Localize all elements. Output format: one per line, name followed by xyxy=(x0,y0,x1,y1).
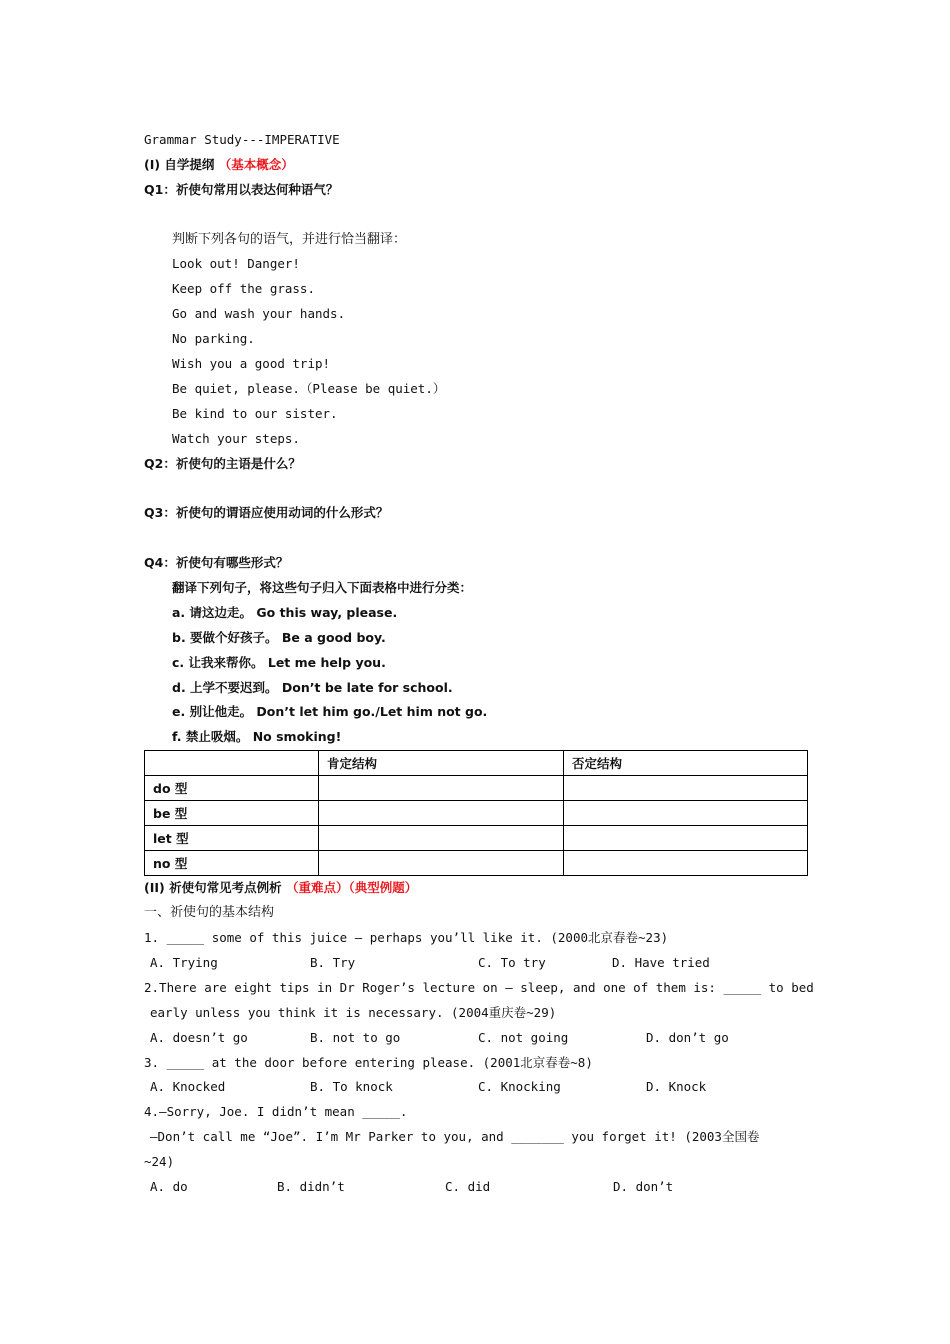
q4-item: e. 别让他走。 Don’t let him go./Let him not go. xyxy=(172,704,488,720)
exercise-question: 4.—Sorry, Joe. I didn’t mean _____. xyxy=(144,1104,408,1120)
exercise-options xyxy=(144,1075,808,1100)
option: B. didn’t xyxy=(277,1178,345,1194)
spacer xyxy=(144,203,808,228)
section-2-tag: （重难点）（典型例题） xyxy=(285,880,418,896)
document-page xyxy=(144,128,814,1200)
q1-item: Be quiet, please.（Please be quiet.） xyxy=(172,380,446,396)
option: A. Trying xyxy=(150,954,218,970)
spacer xyxy=(144,526,808,551)
table-header-cell: 肯定结构 xyxy=(319,751,564,776)
spacer xyxy=(144,476,808,501)
option: C. Knocking xyxy=(478,1079,561,1095)
table-row-label: no 型 xyxy=(145,851,319,876)
option: D. Knock xyxy=(646,1079,707,1095)
exercise-question-continued: —Don’t call me “Joe”. I’m Mr Parker to you, and _______ you forget it! (2003全国卷 xyxy=(150,1129,760,1145)
classification-table xyxy=(144,750,808,876)
section-1-label: (I) 自学提纲 xyxy=(144,156,219,172)
exercise-question-continued: early unless you think it is necessary. (2004重庆卷~29) xyxy=(150,1004,557,1020)
q1-item: Go and wash your hands. xyxy=(172,306,346,322)
section-1-tag: （基本概念） xyxy=(218,156,294,172)
exercise-options xyxy=(144,951,808,976)
q1-item: No parking. xyxy=(172,331,255,347)
option: B. Try xyxy=(310,954,356,970)
section-2-heading xyxy=(144,876,808,901)
option: A. doesn’t go xyxy=(150,1029,248,1045)
option: B. To knock xyxy=(310,1079,393,1095)
question-3-heading: Q3：祈使句的谓语应使用动词的什么形式？ xyxy=(144,505,389,521)
section-1-heading xyxy=(144,153,808,178)
table-row xyxy=(145,801,808,826)
table-cell xyxy=(319,826,564,851)
q4-item: a. 请这边走。 Go this way, please. xyxy=(172,604,398,620)
q1-item: Keep off the grass. xyxy=(172,281,315,297)
exercise-options xyxy=(144,1026,808,1051)
exercise-options xyxy=(144,1175,808,1200)
option: A. do xyxy=(150,1178,188,1194)
option: D. don’t xyxy=(613,1178,674,1194)
table-row xyxy=(145,851,808,876)
option: C. not going xyxy=(478,1029,569,1045)
option: C. did xyxy=(445,1178,491,1194)
table-cell xyxy=(564,851,808,876)
q4-item: f. 禁止吸烟。 No smoking! xyxy=(172,729,342,745)
table-row xyxy=(145,776,808,801)
table-row xyxy=(145,826,808,851)
q4-item: b. 要做个好孩子。 Be a good boy. xyxy=(172,629,386,645)
exercise-question-continued: ~24) xyxy=(144,1154,175,1170)
exercise-question: 2.There are eight tips in Dr Roger’s lecture on — sleep, and one of them is: _____ to bed xyxy=(144,979,814,995)
q1-item: Wish you a good trip! xyxy=(172,356,331,372)
table-cell xyxy=(319,776,564,801)
question-4-intro: 翻译下列句子，将这些句子归入下面表格中进行分类： xyxy=(172,580,473,596)
question-1-heading: Q1：祈使句常用以表达何种语气？ xyxy=(144,181,339,197)
table-cell xyxy=(564,826,808,851)
section-2-label: (II) 祈使句常见考点例析 xyxy=(144,880,286,896)
table-row-label: let 型 xyxy=(145,826,319,851)
table-header-cell xyxy=(145,751,319,776)
table-header-row xyxy=(145,751,808,776)
document-title: Grammar Study---IMPERATIVE xyxy=(144,132,340,147)
table-header-cell: 否定结构 xyxy=(564,751,808,776)
table-row-label: do 型 xyxy=(145,776,319,801)
table-cell xyxy=(319,851,564,876)
option: A. Knocked xyxy=(150,1079,226,1095)
q1-item: Look out! Danger! xyxy=(172,256,300,272)
q1-item: Watch your steps. xyxy=(172,430,300,446)
option: B. not to go xyxy=(310,1029,401,1045)
q4-item: c. 让我来帮你。 Let me help you. xyxy=(172,654,386,670)
question-4-heading: Q4：祈使句有哪些形式？ xyxy=(144,555,289,571)
table-cell xyxy=(564,776,808,801)
exercise-question: 1. _____ some of this juice — perhaps you’ll like it. (2000北京春卷~23) xyxy=(144,930,669,946)
subheading: 一、祈使句的基本结构 xyxy=(144,905,275,921)
option: C. To try xyxy=(478,954,546,970)
question-1-intro: 判断下列各句的语气，并进行恰当翻译： xyxy=(172,231,407,247)
table-cell xyxy=(564,801,808,826)
table-cell xyxy=(319,801,564,826)
option: D. Have tried xyxy=(612,954,710,970)
question-2-heading: Q2：祈使句的主语是什么？ xyxy=(144,455,301,471)
table-row-label: be 型 xyxy=(145,801,319,826)
q4-item: d. 上学不要迟到。 Don’t be late for school. xyxy=(172,679,453,695)
q1-item: Be kind to our sister. xyxy=(172,405,338,421)
option: D. don’t go xyxy=(646,1029,729,1045)
exercise-question: 3. _____ at the door before entering please. (2001北京春卷~8) xyxy=(144,1054,593,1070)
